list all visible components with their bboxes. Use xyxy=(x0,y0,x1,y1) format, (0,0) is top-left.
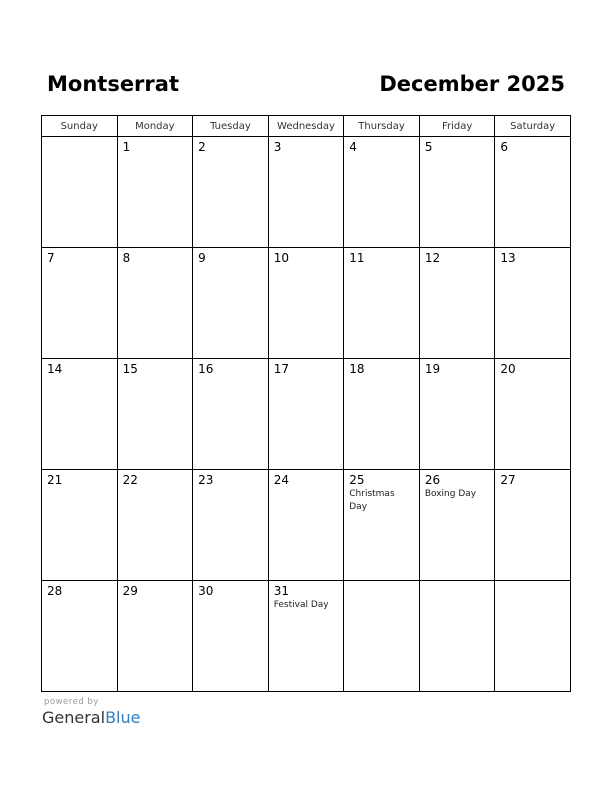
day-number: 21 xyxy=(47,473,63,487)
week-row xyxy=(42,470,571,581)
weekday-wednesday: Wednesday xyxy=(268,116,344,137)
day-number: 17 xyxy=(273,362,289,376)
day-cell xyxy=(344,137,420,248)
day-number: 30 xyxy=(198,584,214,598)
day-number: 27 xyxy=(500,473,516,487)
holiday-christmas-day: Christmas Day xyxy=(349,489,395,512)
day-cell xyxy=(419,470,495,581)
day-number: 5 xyxy=(424,140,433,154)
day-number: 3 xyxy=(273,140,282,154)
day-number: 4 xyxy=(349,140,357,154)
day-cell xyxy=(117,137,193,248)
weekday-saturday: Saturday xyxy=(495,116,571,137)
weekday-header-row xyxy=(42,116,571,137)
day-cell xyxy=(495,581,571,692)
week-row xyxy=(42,137,571,248)
calendar-grid xyxy=(41,115,571,692)
holiday-boxing-day: Boxing Day xyxy=(424,489,477,499)
day-cell xyxy=(495,248,571,359)
day-cell xyxy=(117,470,193,581)
weekday-friday: Friday xyxy=(419,116,495,137)
day-number: 8 xyxy=(122,251,131,265)
day-cell xyxy=(344,359,420,470)
day-number: 23 xyxy=(198,473,214,487)
week-row xyxy=(42,581,571,692)
powered-by-text: powered by xyxy=(44,697,99,707)
day-number: 24 xyxy=(273,473,289,487)
day-cell xyxy=(193,359,269,470)
day-cell xyxy=(495,470,571,581)
day-cell xyxy=(117,359,193,470)
day-cell xyxy=(268,137,344,248)
day-number: 2 xyxy=(198,140,206,154)
day-cell xyxy=(193,137,269,248)
day-number: 20 xyxy=(500,362,516,376)
day-cell xyxy=(117,581,193,692)
day-cell xyxy=(495,359,571,470)
day-cell xyxy=(42,359,118,470)
day-cell xyxy=(495,137,571,248)
day-cell xyxy=(117,248,193,359)
brand-blue: Blue xyxy=(105,708,141,727)
brand-general: General xyxy=(42,708,106,727)
day-cell xyxy=(419,581,495,692)
week-row xyxy=(42,359,571,470)
day-number: 22 xyxy=(122,473,138,487)
day-number: 19 xyxy=(424,362,441,376)
day-cell xyxy=(193,248,269,359)
day-number: 25 xyxy=(349,473,365,487)
day-number: 18 xyxy=(349,362,365,376)
day-cell xyxy=(193,470,269,581)
day-number: 14 xyxy=(47,362,63,376)
week-row xyxy=(42,248,571,359)
day-cell xyxy=(268,470,344,581)
day-number: 6 xyxy=(500,140,509,154)
country-title: Montserrat xyxy=(47,72,179,96)
month-year-title: December 2025 xyxy=(379,72,565,96)
day-number: 10 xyxy=(273,251,289,265)
weekday-monday: Monday xyxy=(117,116,193,137)
weekday-thursday: Thursday xyxy=(344,116,420,137)
day-number: 13 xyxy=(500,251,516,265)
day-cell xyxy=(344,581,420,692)
day-number: 11 xyxy=(349,251,365,265)
day-cell xyxy=(419,137,495,248)
day-number: 16 xyxy=(198,362,214,376)
generalblue-logo[interactable] xyxy=(42,708,140,728)
day-cell xyxy=(268,248,344,359)
day-number: 15 xyxy=(122,362,138,376)
holiday-festival-day: Festival Day xyxy=(273,600,329,610)
weekday-sunday: Sunday xyxy=(42,116,118,137)
weekday-tuesday: Tuesday xyxy=(193,116,269,137)
day-cell xyxy=(193,581,269,692)
day-cell xyxy=(419,248,495,359)
day-number: 26 xyxy=(424,473,441,487)
day-cell xyxy=(42,581,118,692)
day-cell xyxy=(268,359,344,470)
day-number: 28 xyxy=(47,584,63,598)
day-cell xyxy=(419,359,495,470)
day-number: 12 xyxy=(424,251,441,265)
day-number: 1 xyxy=(122,140,131,154)
day-number: 7 xyxy=(47,251,55,265)
day-number: 9 xyxy=(198,251,206,265)
day-cell xyxy=(42,470,118,581)
day-cell xyxy=(344,248,420,359)
day-number: 31 xyxy=(273,584,289,598)
day-cell xyxy=(42,248,118,359)
day-cell xyxy=(268,581,344,692)
day-cell xyxy=(344,470,420,581)
day-cell xyxy=(42,137,118,248)
day-number: 29 xyxy=(122,584,138,598)
